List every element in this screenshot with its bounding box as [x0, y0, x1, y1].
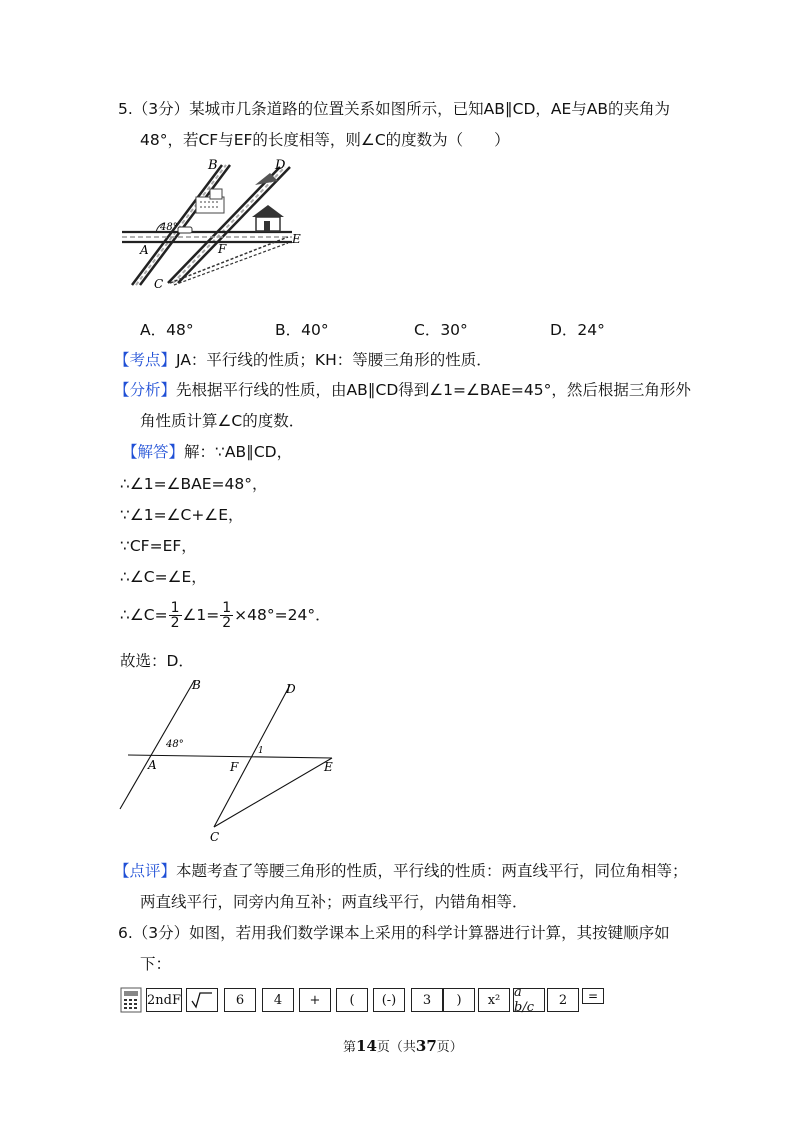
key-4: 4 — [262, 988, 294, 1012]
photo-label-c: C — [154, 277, 164, 291]
key-6: 6 — [224, 988, 256, 1012]
key-x-squared: x² — [478, 988, 510, 1012]
solution-step2: ∵∠1=∠C+∠E， — [120, 506, 244, 524]
step5-a: ∴∠C= — [120, 606, 168, 624]
key-negative: (-) — [373, 988, 405, 1012]
calculator-icon — [118, 986, 144, 1014]
q6-stem-line1: 6.（3分）如图，若用我们数学课本上采用的科学计算器进行计算，其按键顺序如 — [118, 924, 670, 942]
photo-label-d: D — [275, 158, 286, 173]
house-icon — [252, 205, 284, 217]
fenxi-text1: 先根据平行线的性质，由AB∥CD得到∠1=∠BAE=45°，然后根据三角形外 — [176, 381, 691, 399]
photo-label-e: E — [292, 232, 301, 246]
key-close-paren: ) — [443, 988, 475, 1012]
fraction-half-1: $\frac{1}{2}$ — [170, 600, 180, 631]
step5-c: ×48°=24°． — [234, 606, 331, 624]
key-2ndf: 2ndF — [146, 988, 182, 1012]
q5-option-c: C．30° — [414, 321, 468, 339]
page-total: 37 — [415, 1037, 437, 1055]
diagram-label-b: B — [192, 678, 201, 692]
key-ab-c: a b/c — [513, 988, 545, 1012]
diagram-label-a: A — [148, 758, 157, 772]
key-plus: + — [299, 988, 331, 1012]
fenxi-tag: 【分析】 — [114, 381, 177, 399]
q5-stem-line2: 48°，若CF与EF的长度相等，则∠C的度数为（ ） — [140, 131, 510, 149]
fenxi-line2: 角性质计算∠C的度数． — [140, 412, 305, 430]
dianping-line1 — [114, 860, 688, 882]
line-ae — [128, 755, 332, 758]
page-footer: 第14页（共37页） — [343, 1037, 463, 1055]
photo-label-f: F — [218, 242, 227, 256]
dianping-tag: 【点评】 — [114, 862, 177, 880]
solution-step3: ∵CF=EF， — [120, 537, 197, 555]
dianping-line2: 两直线平行，同旁内角互补；两直线平行，内错角相等． — [140, 893, 528, 911]
page-number: 14 — [356, 1037, 377, 1055]
solution-step4: ∴∠C=∠E， — [120, 568, 207, 586]
q5-option-d: D．24° — [550, 321, 605, 339]
geometry-diagram — [110, 675, 350, 845]
kaodian-text: JA：平行线的性质；KH：等腰三角形的性质． — [176, 351, 492, 369]
answer-line: 故选：D． — [120, 652, 194, 670]
solution-step1: ∴∠1=∠BAE=48°， — [120, 475, 268, 493]
step5-b: ∠1= — [182, 606, 220, 624]
sqrt-symbol-icon — [190, 991, 214, 1009]
car-icon — [178, 227, 192, 233]
diagram-label-f: F — [230, 760, 239, 774]
kaodian-line — [114, 349, 492, 371]
key-equals: = — [582, 988, 604, 1004]
photo-label-b: B — [208, 158, 218, 173]
solution-step5 — [120, 601, 331, 630]
photo-label-a: A — [140, 243, 149, 257]
q6-stem-line2: 下： — [140, 955, 172, 973]
q5-stem-line1: 5.（3分）某城市几条道路的位置关系如图所示，已知AB∥CD，AE与AB的夹角为 — [118, 100, 671, 118]
photo-label-angle: 48° — [160, 222, 178, 233]
jieda-line — [122, 441, 292, 463]
diagram-label-d: D — [286, 682, 296, 696]
road-ce — [170, 237, 288, 283]
diagram-label-angle: 48° — [166, 739, 184, 750]
road-photo-figure — [120, 155, 320, 295]
jieda-text: 解：∵AB∥CD， — [184, 443, 293, 461]
key-sqrt — [186, 988, 218, 1012]
q5-option-a: A．48° — [140, 321, 194, 339]
kaodian-tag: 【考点】 — [114, 351, 177, 369]
jieda-tag: 【解答】 — [122, 443, 185, 461]
key-3: 3 — [411, 988, 443, 1012]
key-2: 2 — [547, 988, 579, 1012]
fraction-half-2: $\frac{1}{2}$ — [222, 600, 232, 631]
key-open-paren: ( — [336, 988, 368, 1012]
diagram-label-e: E — [324, 760, 333, 774]
diagram-label-1: 1 — [258, 746, 264, 756]
diagram-label-c: C — [210, 830, 220, 844]
dianping-text1: 本题考查了等腰三角形的性质，平行线的性质：两直线平行，同位角相等； — [176, 862, 688, 880]
q5-option-b: B．40° — [275, 321, 329, 339]
fenxi-line1 — [114, 379, 691, 401]
